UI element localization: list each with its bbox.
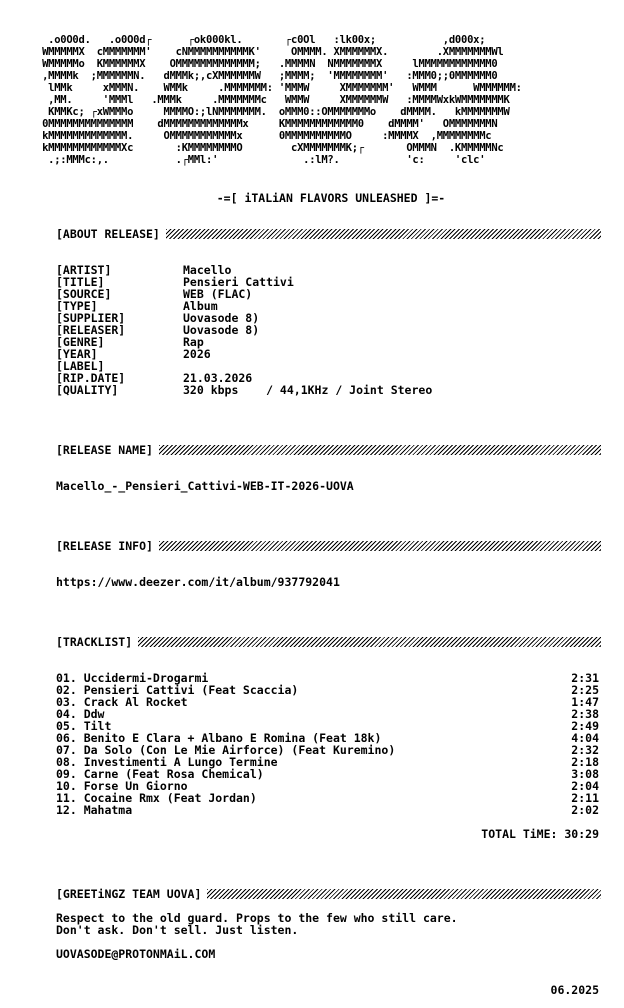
section-title-release-info: [RELEASE INFO] bbox=[56, 539, 153, 553]
about-key: [QUALITY] bbox=[56, 383, 119, 397]
track-duration: 2:31 bbox=[571, 671, 599, 685]
section-header-greetings bbox=[56, 888, 601, 900]
ascii-logo: .o0O0d. .o0O0d┌ ┌ok000kl. ┌c0Ol :lk00x; ,d000x; WMMMMMX cMMMMMMM' cNMMMMMMMMMMK' OMMMM. XMMMMMMX. .XMMMMMMMWl WMMMMMo KMMMMMMX OMMMMMMMMMMMMM; .MMMMN NMMMMMMMX lMMMMMMMMMMMM0 ,MMMMk ;MMMMMMN. dMMMk;,cXMMMMMMW ;MMMM; 'MMMMMMMM' :MMM0;;0MMMMMM0 lMMk xMMMN. WMMk .MMMMMMM: 'MMMW XMMMMMMM' WMMM WMMMMMM: ,MM. 'MMMl .MMMk .MMMMMMMc WMMW XMMMMMMW :MMMMWxkWMMMMMMMK KMMKc; ┌xWMMMo MMMMO:;lNMMMMMMM. oMMM0::OMMMMMMMo dMMMM. kMMMMMMMW 0MMMMMMMMMMMMMM dMMMMMMMMMMMMMx KMMMMMMMMMMMM0 dMMMM' OMMMMMMMN kMMMMMMMMMMMMM. OMMMMMMMMMMMx 0MMMMMMMMMMO :MMMMX ,MMMMMMMMc kMMMMMMMMMMMMXc :KMMMMMMMMO cXMMMMMMMK;┌ OMMMN .KMMMMMNc .;:MMMc:,. .┌MMl:' .:lM?. 'c: 'clc' bbox=[42, 34, 522, 166]
section-header-about bbox=[56, 228, 601, 240]
track-duration: 2:04 bbox=[571, 779, 599, 793]
hatch-divider bbox=[159, 541, 601, 551]
about-key: [TITLE] bbox=[56, 275, 105, 289]
tagline: -=[ iTALiAN FLAVORS UNLEASHED ]=- bbox=[216, 191, 446, 205]
track-title: 08. Investimenti A Lungo Termine bbox=[56, 755, 278, 769]
track-title: 03. Crack Al Rocket bbox=[56, 695, 188, 709]
track-row bbox=[56, 804, 599, 816]
about-value: Album bbox=[183, 299, 218, 313]
track-duration: 4:04 bbox=[571, 731, 599, 745]
about-key: [LABEL] bbox=[56, 359, 105, 373]
track-title: 10. Forse Un Giorno bbox=[56, 779, 188, 793]
about-row bbox=[56, 384, 432, 396]
track-title: 04. Ddw bbox=[56, 707, 105, 721]
release-date: 06.2025 bbox=[550, 983, 599, 997]
about-value: Uovasode 8) bbox=[183, 311, 260, 325]
about-key: [GENRE] bbox=[56, 335, 105, 349]
about-key: [SUPPLIER] bbox=[56, 311, 126, 325]
section-title-about: [ABOUT RELEASE] bbox=[56, 227, 160, 241]
track-duration: 2:18 bbox=[571, 755, 599, 769]
track-duration: 2:25 bbox=[571, 683, 599, 697]
about-value: 2026 bbox=[183, 347, 211, 361]
about-value: Macello bbox=[183, 263, 232, 277]
section-header-tracklist bbox=[56, 636, 601, 648]
track-title: 07. Da Solo (Con Le Mie Airforce) (Feat Kuremino) bbox=[56, 743, 396, 757]
about-key: [YEAR] bbox=[56, 347, 98, 361]
track-title: 02. Pensieri Cattivi (Feat Scaccia) bbox=[56, 683, 299, 697]
track-row bbox=[56, 792, 599, 804]
contact-email[interactable]: UOVASODE@PROTONMAiL.COM bbox=[56, 947, 216, 961]
about-key: [SOURCE] bbox=[56, 287, 112, 301]
track-title: 12. Mahatma bbox=[56, 803, 133, 817]
hatch-divider bbox=[207, 889, 601, 899]
about-key: [RIP.DATE] bbox=[56, 371, 126, 385]
greetings-line: Don't ask. Don't sell. Just listen. bbox=[56, 923, 299, 937]
track-row bbox=[56, 696, 599, 708]
about-key: [TYPE] bbox=[56, 299, 98, 313]
section-header-release-info bbox=[56, 540, 601, 552]
track-title: 06. Benito E Clara + Albano E Romina (Feat 18k) bbox=[56, 731, 382, 745]
about-value: Uovasode 8) bbox=[183, 323, 260, 337]
hatch-divider bbox=[138, 637, 601, 647]
about-key: [RELEASER] bbox=[56, 323, 126, 337]
about-value: 21.03.2026 bbox=[183, 371, 253, 385]
track-duration: 2:38 bbox=[571, 707, 599, 721]
section-title-greetings: [GREETiNGZ TEAM UOVA] bbox=[56, 887, 202, 901]
section-title-release-name: [RELEASE NAME] bbox=[56, 443, 153, 457]
track-title: 11. Cocaine Rmx (Feat Jordan) bbox=[56, 791, 257, 805]
track-duration: 2:02 bbox=[571, 803, 599, 817]
total-time: TOTAL TiME: 30:29 bbox=[481, 827, 599, 841]
track-row bbox=[56, 708, 599, 720]
track-duration: 2:11 bbox=[571, 791, 599, 805]
about-value: 320 kbps / 44,1KHz / Joint Stereo bbox=[183, 383, 433, 397]
hatch-divider bbox=[159, 445, 601, 455]
about-value: WEB (FLAC) bbox=[183, 287, 253, 301]
track-title: 09. Carne (Feat Rosa Chemical) bbox=[56, 767, 264, 781]
hatch-divider bbox=[166, 229, 601, 239]
release-name: Macello_-_Pensieri_Cattivi-WEB-IT-2026-UOVA bbox=[56, 479, 354, 493]
greetings-line: Respect to the old guard. Props to the few who still care. bbox=[56, 911, 458, 925]
about-key: [ARTIST] bbox=[56, 263, 112, 277]
release-info-link[interactable]: https://www.deezer.com/it/album/937792041 bbox=[56, 575, 340, 589]
track-duration: 2:32 bbox=[571, 743, 599, 757]
section-header-release-name bbox=[56, 444, 601, 456]
track-duration: 1:47 bbox=[571, 695, 599, 709]
about-value: Rap bbox=[183, 335, 204, 349]
track-title: 01. Uccidermi-Drogarmi bbox=[56, 671, 209, 685]
track-title: 05. Tilt bbox=[56, 719, 112, 733]
track-duration: 3:08 bbox=[571, 767, 599, 781]
section-title-tracklist: [TRACKLIST] bbox=[56, 635, 133, 649]
about-value: Pensieri Cattivi bbox=[183, 275, 294, 289]
track-duration: 2:49 bbox=[571, 719, 599, 733]
